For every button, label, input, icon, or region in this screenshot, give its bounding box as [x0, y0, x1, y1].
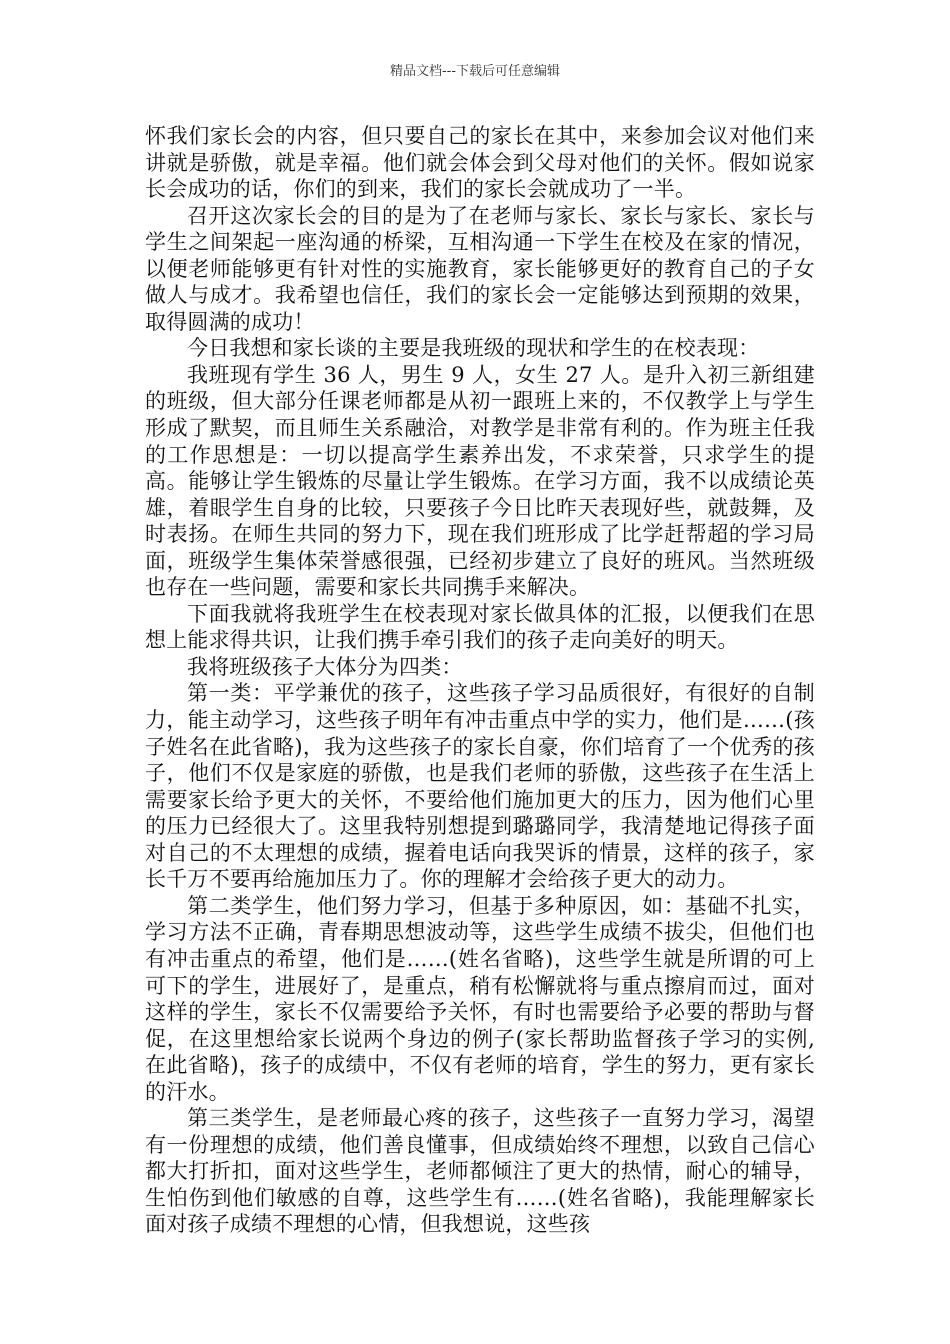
paragraph-topic-intro: 今日我想和家长谈的主要是我班级的现状和学生的在校表现： [187, 336, 760, 361]
document-body [145, 123, 815, 1238]
paragraph-report-intro: 下面我就将我班学生在校表现对家长做具体的汇报，以便我们在思想上能求得共识，让我们携手牵引我们的孩子走向美好的明天。 [145, 601, 815, 653]
page-header-note: 精品文档---下载后可任意编辑 [389, 64, 561, 79]
paragraph-continuation: 怀我们家长会的内容，但只要自己的家长在其中，来参加会议对他们来讲就是骄傲，就是幸福。他们就会体会到父母对他们的关怀。假如说家长会成功的话，你们的到来，我们的家长会就成功了一半。 [145, 124, 815, 202]
paragraph-category-three: 第三类学生，是老师最心疼的孩子，这些孩子一直努力学习，渴望有一份理想的成绩，他们善良懂事，但成绩始终不理想，以致自己信心都大打折扣，面对这些学生，老师都倾注了更大的热情，耐心的辅导，生怕伤到他们敏感的自尊，这些学生有……(姓名省略)，我能理解家长面对孩子成绩不理想的心情，但我想说，这些孩 [145, 1106, 815, 1237]
paragraph-category-one: 第一类：平学兼优的孩子，这些孩子学习品质很好，有很好的自制力，能主动学习，这些孩子明年有冲击重点中学的实力，他们是……(孩子姓名在此省略)，我为这些孩子的家长自豪，你们培育了一个优秀的孩子，他们不仅是家庭的骄傲，也是我们老师的骄傲，这些孩子在生活上需要家长给予更大的关怀，不要给他们施加更大的压力，因为他们心里的压力已经很大了。这里我特别想提到璐璐同学，我清楚地记得孩子面对自己的不太理想的成绩，握着电话向我哭诉的情景，这样的孩子，家长千万不要再给施加压力了。你的理解才会给孩子更大的动力。 [145, 681, 815, 892]
paragraph-class-status: 我班现有学生 36 人，男生 9 人，女生 27 人。是升入初三新组建的班级，但大部分任课老师都是从初一跟班上来的，不仅教学上与学生形成了默契，而且师生关系融洽，对教学是非常有利的。作为班主任我的工作思想是：一切以提高学生素养出发，不求荣誉，只求学生的提高。能够让学生锻炼的尽量让学生锻炼。在学习方面，我不以成绩论英雄，着眼学生自身的比较，只要孩子今日比昨天表现好些，就鼓舞，及时表扬。在师生共同的努力下，现在我们班形成了比学赶帮超的学习局面，班级学生集体荣誉感很强，已经初步建立了良好的班风。当然班级也存在一些问题，需要和家长共同携手来解决。 [145, 362, 815, 600]
paragraph-category-two: 第二类学生，他们努力学习，但基于多种原因，如：基础不扎实，学习方法不正确，青春期思想波动等，这些学生成绩不拔尖，但他们也有冲击重点的希望，他们是……(姓名省略)，这些学生就是所谓的可上可下的学生，进展好了，是重点，稍有松懈就将与重点擦肩而过，面对这样的学生，家长不仅需要给予关怀，有时也需要给予必要的帮助与督促，在这里想给家长说两个身边的例子(家长帮助监督孩子学习的实例,在此省略)，孩子的成绩中，不仅有老师的培育，学生的努力，更有家长的汗水。 [145, 893, 815, 1104]
paragraph-meeting-purpose: 召开这次家长会的目的是为了在老师与家长、家长与家长、家长与学生之间架起一座沟通的桥梁，互相沟通一下学生在校及在家的情况，以便老师能够更有针对性的实施教育，家长能够更好的教育自己的子女做人与成才。我希望也信任，我们的家长会一定能够达到预期的效果，取得圆满的成功！ [145, 203, 815, 334]
paragraph-four-categories: 我将班级孩子大体分为四类： [187, 654, 463, 679]
